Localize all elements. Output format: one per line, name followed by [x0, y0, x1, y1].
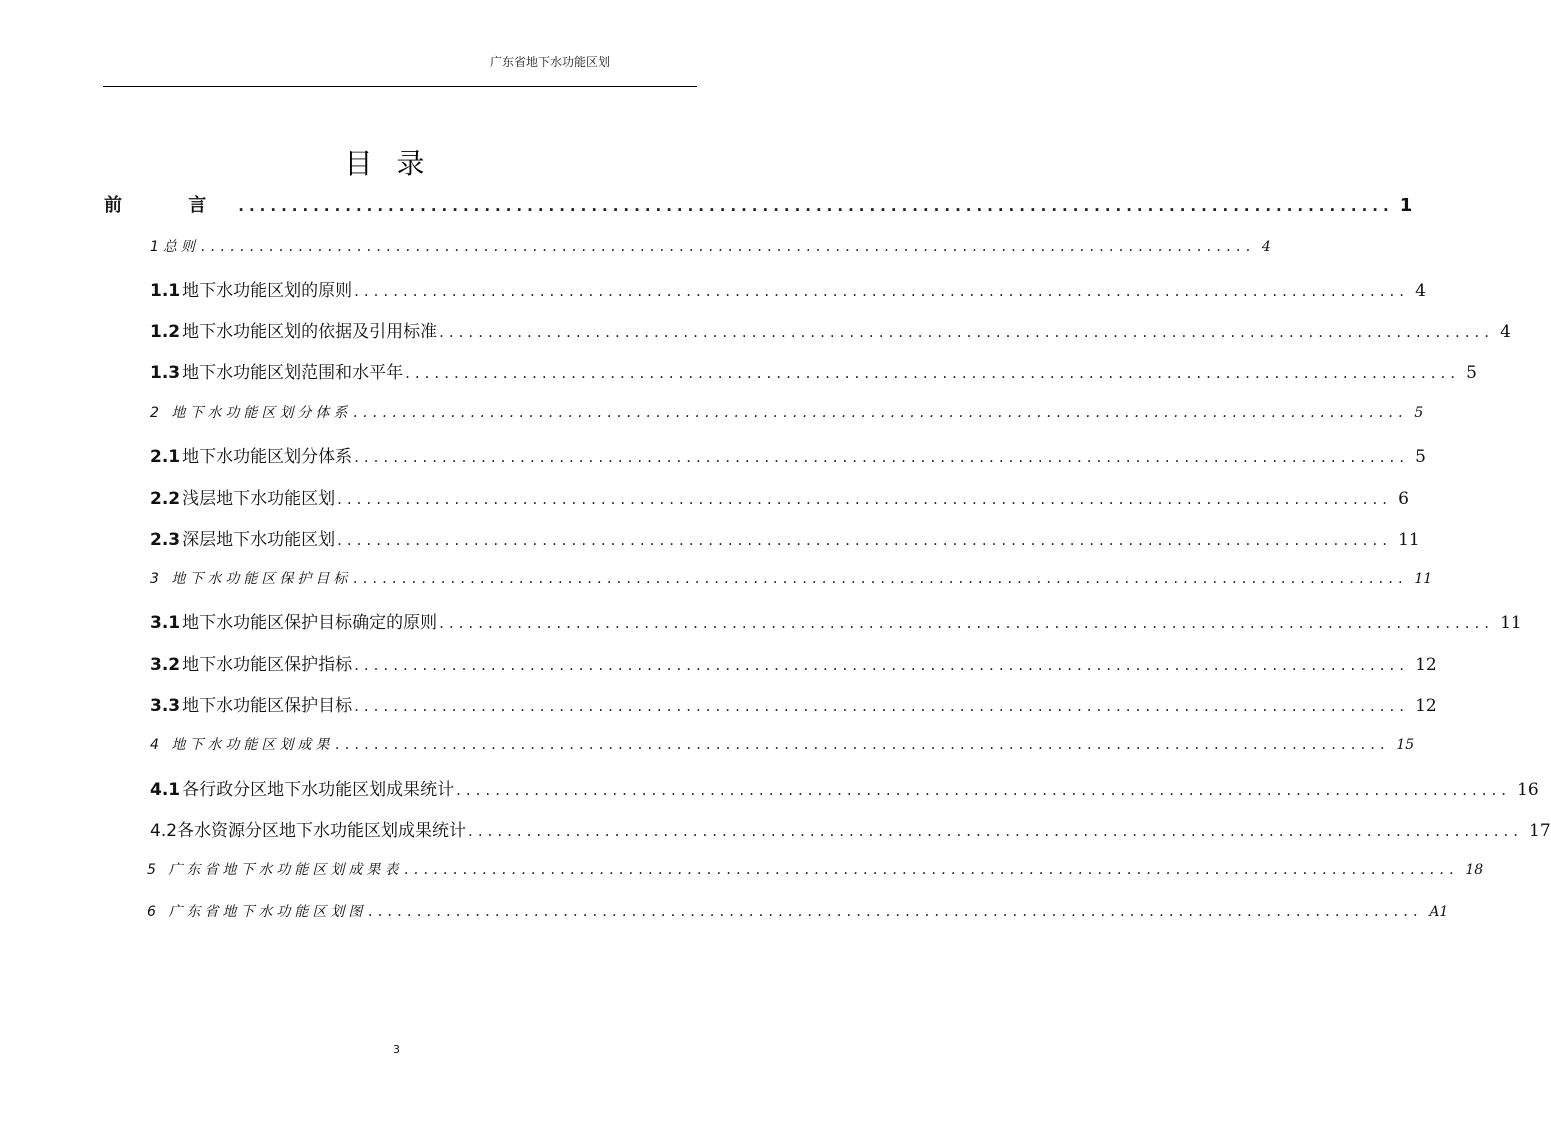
toc-entry-2-3[interactable]: [150, 525, 1420, 550]
toc-entry-page: 15: [1396, 737, 1415, 753]
toc-leader-dots: ............................................................................................................: [354, 448, 1410, 466]
toc-entry-page: 6: [1398, 489, 1409, 509]
toc-entry-label: 3.2 地下水功能区保护指标: [150, 655, 353, 675]
toc-leader-dots: ............................................................................................................: [353, 569, 1409, 587]
toc-entry-label: 4.1 各行政分区地下水功能区划成果统计: [150, 780, 455, 800]
toc-leader-dots: ............................................................................................................: [404, 860, 1460, 878]
toc-entry-page: 11: [1500, 613, 1522, 633]
toc-leader-dots: ............................................................................................................: [354, 656, 1410, 674]
toc-entry-page: 5: [1466, 363, 1477, 383]
toc-entry-5[interactable]: [147, 859, 1484, 879]
toc-entry-label: 1.3 地下水功能区划范围和水平年: [150, 363, 404, 383]
toc-entry-3-1[interactable]: [150, 608, 1522, 633]
toc-entry-label: 2 地下水功能区划分体系: [150, 405, 352, 421]
toc-leader-dots: ............................................................................................................: [405, 364, 1461, 382]
toc-entry-label: 6 广东省地下水功能区划图: [147, 904, 367, 920]
toc-entry-3[interactable]: [150, 568, 1433, 588]
toc-entry-label: 2.3 深层地下水功能区划: [150, 530, 336, 550]
toc-leader-dots: ............................................................................................................: [238, 197, 1394, 215]
page-number: 3: [393, 1043, 400, 1056]
toc-entry-2[interactable]: [150, 402, 1424, 422]
toc-entry-1-3[interactable]: [150, 358, 1477, 383]
toc-entry-label: 1.1 地下水功能区划的原则: [150, 281, 353, 301]
toc-entry-4-2[interactable]: [150, 816, 1551, 841]
toc-entry-4-1[interactable]: [150, 775, 1539, 800]
toc-entry-1-2[interactable]: [150, 317, 1511, 342]
toc-entry-page: 16: [1517, 780, 1539, 800]
toc-entry-label: 4.2各水资源分区地下水功能区划成果统计: [150, 821, 467, 841]
toc-entry-page: 18: [1465, 862, 1484, 878]
toc-entry-4[interactable]: [150, 734, 1415, 754]
toc-entry-page: 5: [1414, 405, 1424, 421]
toc-entry-label: 2.1 地下水功能区划分体系: [150, 447, 353, 467]
toc-entry-page: 12: [1415, 696, 1437, 716]
toc-leader-dots: ............................................................................................................: [456, 781, 1512, 799]
toc-entry-page: 11: [1398, 530, 1420, 550]
toc-leader-dots: ............................................................................................................: [354, 282, 1410, 300]
toc-leader-dots: ............................................................................................................: [354, 697, 1410, 715]
toc-entry-label: 2.2 浅层地下水功能区划: [150, 489, 336, 509]
toc-title: 目录: [344, 147, 449, 180]
toc-entry-page: 12: [1415, 655, 1437, 675]
toc-entry-2-2[interactable]: [150, 484, 1409, 509]
toc-leader-dots: ............................................................................................................: [200, 237, 1256, 255]
toc-entry-label: 3.1 地下水功能区保护目标确定的原则: [150, 613, 438, 633]
toc-entry-2-1[interactable]: [150, 442, 1426, 467]
toc-entry-page: 11: [1414, 571, 1433, 587]
toc-entry-3-2[interactable]: [150, 650, 1437, 675]
toc-entry-label: 4 地下水功能区划成果: [150, 737, 334, 753]
toc-leader-dots: ............................................................................................................: [368, 902, 1424, 920]
toc-preface-page: 1: [1399, 195, 1413, 216]
toc-entry-6[interactable]: [147, 901, 1449, 921]
toc-entry-label: 3 地下水功能区保护目标: [150, 571, 352, 587]
toc-leader-dots: ............................................................................................................: [439, 323, 1495, 341]
toc-leader-dots: ............................................................................................................: [337, 531, 1393, 549]
toc-entry-label: 3.3 地下水功能区保护目标: [150, 696, 353, 716]
toc-entry-label: 5 广东省地下水功能区划成果表: [147, 862, 403, 878]
toc-entry-3-3[interactable]: [150, 691, 1437, 716]
toc-entry-1[interactable]: [150, 236, 1271, 256]
toc-leader-dots: ............................................................................................................: [353, 403, 1409, 421]
toc-entry-page: A1: [1429, 904, 1449, 920]
toc-entry-label: 1.2 地下水功能区划的依据及引用标准: [150, 322, 438, 342]
toc-entry-page: 4: [1415, 281, 1426, 301]
toc-leader-dots: ............................................................................................................: [335, 735, 1391, 753]
toc-entry-1-1[interactable]: [150, 276, 1426, 301]
page-header-title: 广东省地下水功能区划: [490, 55, 611, 69]
header-rule: [103, 86, 697, 87]
toc-entry-label: 1总则: [150, 239, 199, 255]
toc-entry-page: 17: [1529, 821, 1551, 841]
toc-leader-dots: ............................................................................................................: [468, 822, 1523, 840]
toc-entry-page: 4: [1500, 322, 1511, 342]
toc-leader-dots: ............................................................................................................: [337, 490, 1393, 508]
toc-preface[interactable]: [104, 191, 1413, 217]
toc-leader-dots: ............................................................................................................: [439, 614, 1495, 632]
toc-entry-page: 4: [1261, 239, 1271, 255]
toc-preface-label: 前 言: [104, 195, 237, 216]
toc-entry-page: 5: [1415, 447, 1426, 467]
